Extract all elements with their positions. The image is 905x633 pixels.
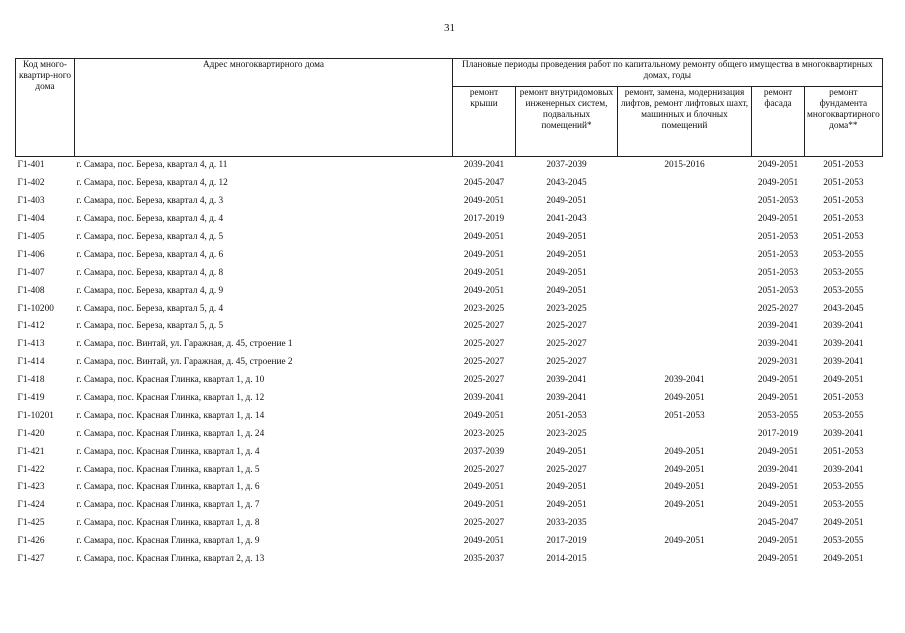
facade-period-cell: 2039-2041 [757, 321, 799, 332]
foundation-period-cell: 2051-2053 [823, 160, 864, 171]
elevator-period-cell [618, 354, 752, 372]
foundation-period-cell: 2039-2041 [823, 321, 864, 332]
facade-period-cell: 2051-2053 [757, 196, 799, 207]
foundation-period-cell: 2053-2055 [823, 482, 864, 493]
house-code-cell: Г1-419 [17, 393, 45, 404]
address-cell: г. Самара, пос. Береза, квартал 4, д. 9 [76, 285, 224, 296]
table-row [16, 479, 883, 497]
engineering-period-cell: 2043-2045 [546, 178, 587, 189]
table-row [16, 264, 883, 282]
table-row [16, 157, 883, 175]
house-code-cell: Г1-404 [17, 214, 45, 225]
engineering-period-cell: 2041-2043 [546, 214, 587, 225]
roof-period-cell: 2049-2051 [463, 267, 505, 278]
page-number: 31 [444, 22, 455, 34]
elevator-period-cell: 2049-2051 [664, 536, 705, 547]
engineering-period-cell: 2049-2051 [546, 285, 587, 296]
engineering-period-cell: 2049-2051 [546, 267, 587, 278]
elevator-period-cell [618, 515, 752, 533]
elevator-period-cell [618, 425, 752, 443]
roof-period-cell: 2039-2041 [463, 160, 505, 171]
elevator-period-cell [618, 318, 752, 336]
elevator-period-cell: 2049-2051 [664, 464, 705, 475]
foundation-period-cell: 2053-2055 [823, 285, 864, 296]
facade-period-cell: 2045-2047 [757, 518, 799, 529]
address-cell: г. Самара, пос. Красная Глинка, квартал 1, д. 7 [76, 500, 260, 511]
roof-period-cell: 2049-2051 [463, 196, 505, 207]
facade-period-cell: 2049-2051 [757, 214, 799, 225]
facade-period-cell: 2029-2031 [757, 357, 799, 368]
roof-period-cell: 2025-2027 [463, 464, 505, 475]
facade-period-cell: 2049-2051 [757, 554, 799, 565]
engineering-period-cell: 2017-2019 [546, 536, 587, 547]
address-cell: г. Самара, пос. Береза, квартал 4, д. 4 [76, 214, 224, 225]
elevator-period-cell [618, 300, 752, 318]
foundation-period-cell: 2049-2051 [823, 375, 864, 386]
foundation-period-cell: 2051-2053 [823, 178, 864, 189]
facade-period-cell: 2049-2051 [757, 536, 799, 547]
foundation-period-cell: 2043-2045 [823, 303, 864, 314]
house-code-cell: Г1-421 [17, 446, 45, 457]
address-cell: г. Самара, пос. Красная Глинка, квартал 1, д. 5 [76, 464, 260, 475]
facade-period-cell: 2049-2051 [757, 393, 799, 404]
address-cell: г. Самара, пос. Береза, квартал 4, д. 8 [76, 267, 224, 278]
elevator-period-cell: 2049-2051 [664, 482, 705, 493]
facade-period-cell: 2049-2051 [757, 500, 799, 511]
house-code-cell: Г1-402 [17, 178, 45, 189]
house-code-cell: Г1-424 [17, 500, 45, 511]
engineering-period-cell: 2049-2051 [546, 446, 587, 457]
roof-period-cell: 2039-2041 [463, 393, 505, 404]
table-row [16, 372, 883, 390]
foundation-period-cell: 2039-2041 [823, 357, 864, 368]
table-row [16, 425, 883, 443]
foundation-period-cell: 2051-2053 [823, 393, 864, 404]
facade-period-cell: 2049-2051 [757, 178, 799, 189]
foundation-period-cell: 2051-2053 [823, 232, 864, 242]
facade-period-cell: 2039-2041 [757, 464, 799, 475]
table-row [16, 229, 883, 247]
house-code-cell: Г1-413 [17, 339, 45, 350]
foundation-period-cell: 2051-2053 [823, 446, 864, 457]
engineering-period-cell: 2039-2041 [546, 375, 587, 386]
header-planned-periods: Плановые периоды проведения работ по капитальному ремонту общего имущества в многоквартирных домах, годы [453, 59, 883, 87]
facade-period-cell: 2053-2055 [757, 410, 799, 421]
engineering-period-cell: 2023-2025 [546, 428, 587, 439]
house-code-cell: Г1-423 [17, 482, 45, 493]
address-cell: г. Самара, пос. Береза, квартал 4, д. 11 [76, 160, 228, 171]
engineering-period-cell: 2051-2053 [546, 410, 587, 421]
facade-period-cell: 2049-2051 [757, 375, 799, 386]
table-row [16, 390, 883, 408]
table-row [16, 336, 883, 354]
address-cell: г. Самара, пос. Береза, квартал 4, д. 12 [76, 178, 228, 189]
table-row [16, 515, 883, 533]
facade-period-cell: 2049-2051 [757, 482, 799, 493]
address-cell: г. Самара, пос. Красная Глинка, квартал 1, д. 6 [76, 482, 260, 493]
facade-period-cell: 2051-2053 [757, 232, 799, 242]
facade-period-cell: 2051-2053 [757, 249, 799, 260]
roof-period-cell: 2049-2051 [463, 482, 505, 493]
house-code-cell: Г1-418 [17, 375, 45, 386]
foundation-period-cell: 2051-2053 [823, 214, 864, 225]
facade-period-cell: 2051-2053 [757, 267, 799, 278]
header-house-code: Код много-квартир-ного дома [16, 59, 75, 157]
house-code-cell: Г1-10201 [17, 410, 54, 421]
house-code-cell: Г1-405 [17, 232, 45, 242]
roof-period-cell: 2025-2027 [463, 321, 505, 332]
elevator-period-cell [618, 229, 752, 247]
table-row [16, 497, 883, 515]
house-code-cell: Г1-412 [17, 321, 45, 332]
header-facade-repair: ремонт фасада [752, 87, 805, 157]
roof-period-cell: 2049-2051 [463, 285, 505, 296]
table-row [16, 461, 883, 479]
roof-period-cell: 2049-2051 [463, 536, 505, 547]
table-header [16, 59, 883, 157]
roof-period-cell: 2023-2025 [463, 428, 505, 439]
foundation-period-cell: 2049-2051 [823, 518, 864, 529]
facade-period-cell: 2051-2053 [757, 285, 799, 296]
address-cell: г. Самара, пос. Винтай, ул. Гаражная, д. 45, строение 2 [76, 357, 293, 368]
house-code-cell: Г1-10200 [17, 303, 54, 314]
elevator-period-cell [618, 336, 752, 354]
engineering-period-cell: 2037-2039 [546, 160, 587, 171]
engineering-period-cell: 2023-2025 [546, 303, 587, 314]
address-cell: г. Самара, пос. Красная Глинка, квартал 1, д. 14 [76, 410, 265, 421]
house-code-cell: Г1-427 [17, 554, 45, 565]
header-address: Адрес многоквартирного дома [75, 59, 453, 157]
roof-period-cell: 2049-2051 [463, 249, 505, 260]
foundation-period-cell: 2053-2055 [823, 500, 864, 511]
roof-period-cell: 2025-2027 [463, 357, 505, 368]
address-cell: г. Самара, пос. Береза, квартал 4, д. 5 [76, 232, 224, 242]
foundation-period-cell: 2039-2041 [823, 428, 864, 439]
elevator-period-cell: 2015-2016 [664, 160, 705, 171]
address-cell: г. Самара, пос. Красная Глинка, квартал 2, д. 13 [76, 554, 265, 565]
foundation-period-cell: 2039-2041 [823, 464, 864, 475]
house-code-cell: Г1-403 [17, 196, 45, 207]
facade-period-cell: 2025-2027 [757, 303, 799, 314]
engineering-period-cell: 2025-2027 [546, 321, 587, 332]
house-code-cell: Г1-420 [17, 428, 45, 439]
facade-period-cell: 2049-2051 [757, 446, 799, 457]
house-code-cell: Г1-401 [17, 160, 45, 171]
address-cell: г. Самара, пос. Красная Глинка, квартал 1, д. 4 [76, 446, 260, 457]
elevator-period-cell: 2039-2041 [664, 375, 705, 386]
address-cell: г. Самара, пос. Береза, квартал 5, д. 5 [76, 321, 224, 332]
table-row [16, 282, 883, 300]
table-row [16, 300, 883, 318]
address-cell: г. Самара, пос. Винтай, ул. Гаражная, д. 45, строение 1 [76, 339, 293, 350]
engineering-period-cell: 2049-2051 [546, 249, 587, 260]
engineering-period-cell: 2049-2051 [546, 232, 587, 242]
foundation-period-cell: 2053-2055 [823, 249, 864, 260]
house-code-cell: Г1-414 [17, 357, 45, 368]
elevator-period-cell: 2049-2051 [664, 500, 705, 511]
address-cell: г. Самара, пос. Береза, квартал 5, д. 4 [76, 303, 224, 314]
roof-period-cell: 2049-2051 [463, 232, 505, 242]
engineering-period-cell: 2049-2051 [546, 196, 587, 207]
elevator-period-cell: 2049-2051 [664, 393, 705, 404]
foundation-period-cell: 2053-2055 [823, 267, 864, 278]
elevator-period-cell [618, 211, 752, 229]
roof-period-cell: 2045-2047 [463, 178, 505, 189]
foundation-period-cell: 2039-2041 [823, 339, 864, 350]
engineering-period-cell: 2033-2035 [546, 518, 587, 529]
elevator-period-cell [618, 282, 752, 300]
roof-period-cell: 2025-2027 [463, 518, 505, 529]
table-row [16, 354, 883, 372]
table-body [16, 157, 883, 569]
header-engineering-systems-repair: ремонт внутридомовых инженерных систем, подвальных помещений* [516, 87, 618, 157]
roof-period-cell: 2017-2019 [463, 214, 505, 225]
table-row [16, 193, 883, 211]
elevator-period-cell: 2049-2051 [664, 446, 705, 457]
engineering-period-cell: 2049-2051 [546, 482, 587, 493]
foundation-period-cell: 2051-2053 [823, 196, 864, 207]
elevator-period-cell [618, 551, 752, 569]
roof-period-cell: 2025-2027 [463, 339, 505, 350]
table-row [16, 533, 883, 551]
house-code-cell: Г1-408 [17, 285, 45, 296]
house-code-cell: Г1-407 [17, 267, 45, 278]
foundation-period-cell: 2049-2051 [823, 554, 864, 565]
header-foundation-repair: ремонт фундамента многоквартирного дома** [805, 87, 883, 157]
roof-period-cell: 2035-2037 [463, 554, 505, 565]
house-code-cell: Г1-422 [17, 464, 45, 475]
address-cell: г. Самара, пос. Береза, квартал 4, д. 6 [76, 249, 224, 260]
table-row [16, 246, 883, 264]
engineering-period-cell: 2025-2027 [546, 464, 587, 475]
address-cell: г. Самара, пос. Красная Глинка, квартал 1, д. 24 [76, 428, 265, 439]
roof-period-cell: 2023-2025 [463, 303, 505, 314]
foundation-period-cell: 2053-2055 [823, 410, 864, 421]
facade-period-cell: 2017-2019 [757, 428, 799, 439]
engineering-period-cell: 2025-2027 [546, 357, 587, 368]
house-code-cell: Г1-426 [17, 536, 45, 547]
header-elevator-repair: ремонт, замена, модернизация лифтов, ремонт лифтовых шахт, машинных и блочных помещений [618, 87, 752, 157]
address-cell: г. Самара, пос. Красная Глинка, квартал 1, д. 8 [76, 518, 260, 529]
elevator-period-cell [618, 264, 752, 282]
table-row [16, 443, 883, 461]
capital-repair-schedule-table [15, 58, 883, 568]
facade-period-cell: 2039-2041 [757, 339, 799, 350]
roof-period-cell: 2049-2051 [463, 500, 505, 511]
table-row [16, 211, 883, 229]
elevator-period-cell [618, 175, 752, 193]
table-row [16, 407, 883, 425]
house-code-cell: Г1-425 [17, 518, 45, 529]
roof-period-cell: 2049-2051 [463, 410, 505, 421]
facade-period-cell: 2049-2051 [757, 160, 799, 171]
table-row [16, 551, 883, 569]
address-cell: г. Самара, пос. Береза, квартал 4, д. 3 [76, 196, 224, 207]
elevator-period-cell [618, 193, 752, 211]
address-cell: г. Самара, пос. Красная Глинка, квартал 1, д. 9 [76, 536, 260, 547]
elevator-period-cell: 2051-2053 [664, 410, 705, 421]
roof-period-cell: 2025-2027 [463, 375, 505, 386]
house-code-cell: Г1-406 [17, 249, 45, 260]
elevator-period-cell [618, 246, 752, 264]
foundation-period-cell: 2053-2055 [823, 536, 864, 547]
roof-period-cell: 2037-2039 [463, 446, 505, 457]
table-row [16, 318, 883, 336]
engineering-period-cell: 2025-2027 [546, 339, 587, 350]
header-roof-repair: ремонт крыши [453, 87, 516, 157]
address-cell: г. Самара, пос. Красная Глинка, квартал 1, д. 10 [76, 375, 265, 386]
table-row [16, 175, 883, 193]
address-cell: г. Самара, пос. Красная Глинка, квартал 1, д. 12 [76, 393, 265, 404]
engineering-period-cell: 2049-2051 [546, 500, 587, 511]
engineering-period-cell: 2014-2015 [546, 554, 587, 565]
engineering-period-cell: 2039-2041 [546, 393, 587, 404]
